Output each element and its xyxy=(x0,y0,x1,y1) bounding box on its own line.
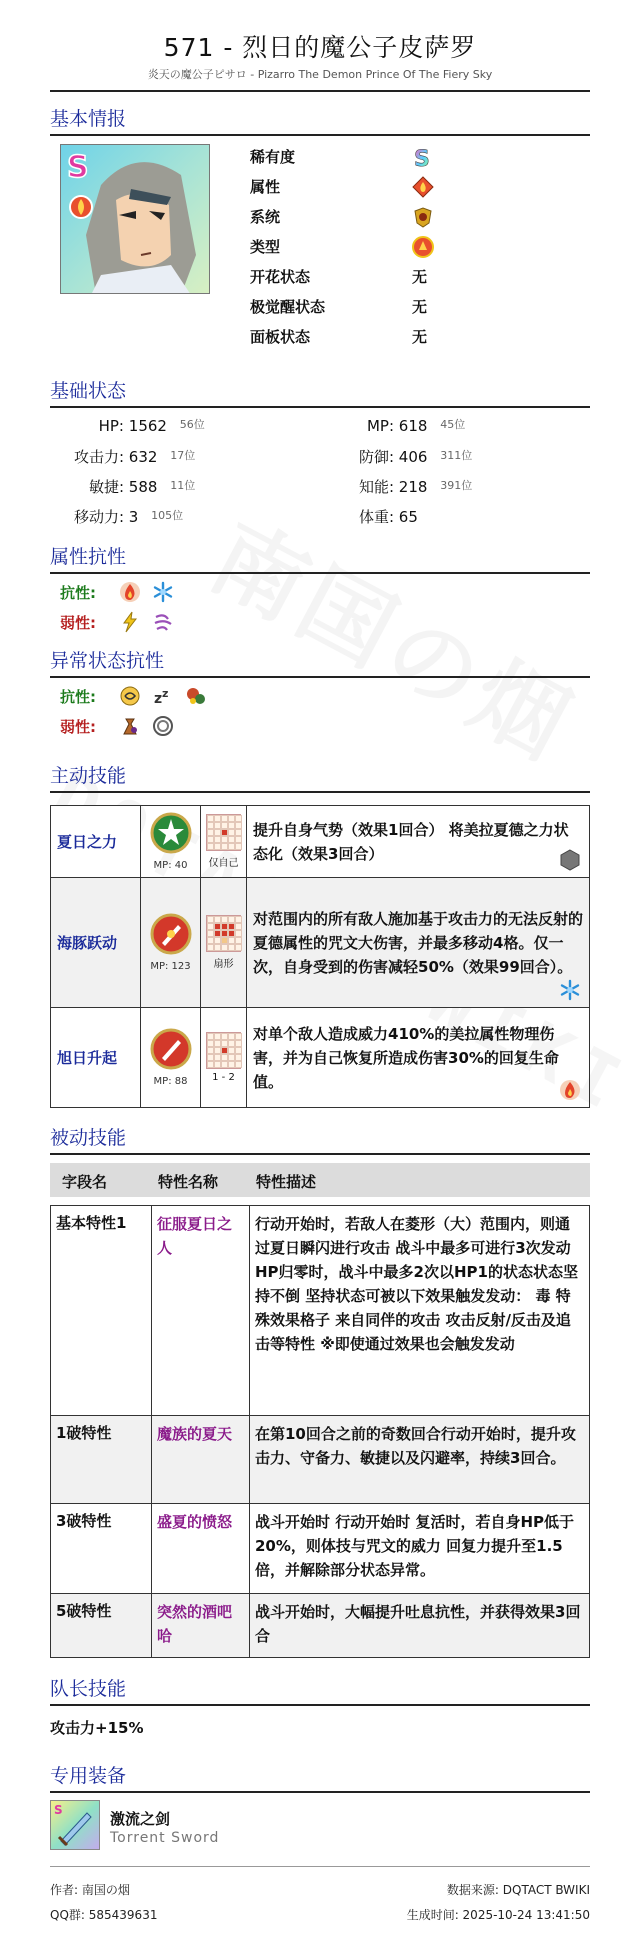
passive-skill-level: 3破特性 xyxy=(51,1504,152,1594)
active-skill-range: 扇形 xyxy=(213,959,234,970)
basic-info-label: 稀有度 xyxy=(250,148,296,166)
passive-skill-row xyxy=(51,1594,590,1658)
equipment-name: 激流之剑 xyxy=(110,1810,171,1828)
svg-text:S: S xyxy=(67,150,89,185)
range-grid xyxy=(206,915,241,952)
equipment-section xyxy=(50,1761,590,1793)
footer-data-source: 数据来源: DQTACT BWIKI xyxy=(446,1883,590,1897)
active-skill-mp: MP: 40 xyxy=(153,860,188,871)
basic-info-section xyxy=(50,104,590,136)
active-skill-desc-cell xyxy=(247,806,590,878)
fire-icon xyxy=(118,580,142,604)
basic-info-value: 无 xyxy=(412,328,428,346)
family-crest-icon xyxy=(411,205,435,229)
passive-skill-level: 1破特性 xyxy=(51,1416,152,1504)
ice-icon xyxy=(559,979,581,1001)
range-grid xyxy=(206,1032,241,1069)
basic-info-row xyxy=(250,322,590,352)
svg-text:S: S xyxy=(54,1803,63,1817)
skill-icon-cell xyxy=(141,1008,201,1108)
active-skill-mp: MP: 123 xyxy=(150,961,191,972)
fire-element-icon xyxy=(411,175,435,199)
passive-skill-row xyxy=(51,1416,590,1504)
footer-divider xyxy=(50,1866,590,1867)
status-resist-section xyxy=(50,646,590,678)
active-skill-row xyxy=(51,806,590,878)
status-weak-row: 弱性: xyxy=(60,712,184,740)
stat-intellect: 知能: 218 $^{391位}$ xyxy=(358,478,473,496)
basic-info-row xyxy=(250,172,590,202)
section-title-elem-resist: 属性抗性 xyxy=(50,542,590,574)
stat-defense-value: 406 xyxy=(398,448,428,466)
stat-hp-rank: 56位 xyxy=(179,418,205,431)
passive-skill-level: 5破特性 xyxy=(51,1594,152,1658)
elem-weak-row: 弱性: xyxy=(60,608,184,636)
skill-icon-cell xyxy=(141,878,201,1008)
active-skill-name: 夏日之力 xyxy=(51,806,141,878)
elem-resist-section xyxy=(50,542,590,574)
active-skill-table xyxy=(50,805,590,1108)
basic-info-row xyxy=(250,262,590,292)
ice-icon xyxy=(151,580,175,604)
stat-hp-value: 1562 xyxy=(128,417,167,435)
stat-intellect-rank: 391位 xyxy=(440,479,473,492)
stat-mp: MP: 618 $^{45位}$ xyxy=(366,417,466,435)
active-skill-range: 仅自己 xyxy=(208,858,239,869)
neutral-icon xyxy=(559,849,581,871)
passive-skills-section xyxy=(50,1123,590,1155)
basic-info-value: 无 xyxy=(412,298,428,316)
passive-skill-name: 魔族的夏天 xyxy=(152,1416,250,1504)
basic-info-label: 开花状态 xyxy=(250,268,311,286)
sword-burst-skill-icon xyxy=(150,913,192,955)
active-skill-mp: MP: 88 xyxy=(153,1076,188,1087)
passive-skill-desc: 战斗开始时 行动开始时 复活时，若自身HP低于20%，则体技与咒文的威力 回复力提升至1.5倍，并解除部分状态异常。 xyxy=(250,1504,590,1594)
basic-info-label: 系统 xyxy=(250,208,281,226)
stat-mp-value: 618 xyxy=(398,417,428,435)
section-title-leader-skill: 队长技能 xyxy=(50,1674,590,1706)
status-resist-row: 抗性: z z xyxy=(60,682,217,710)
stat-intellect-value: 218 xyxy=(398,478,428,496)
stat-movement-rank: 105位 xyxy=(151,509,184,522)
active-skill-desc-cell xyxy=(247,878,590,1008)
fire-icon xyxy=(559,1079,581,1101)
basic-info-label: 面板状态 xyxy=(250,328,311,346)
stat-mp-rank: 45位 xyxy=(440,418,466,431)
skill-range-cell xyxy=(201,1008,247,1108)
basic-info-row xyxy=(250,142,590,172)
basic-info-label: 属性 xyxy=(250,178,281,196)
passive-skill-name: 突然的酒吧哈 xyxy=(152,1594,250,1658)
stat-defense-rank: 311位 xyxy=(440,449,473,462)
stat-weight: 体重: 65 xyxy=(358,508,418,526)
basic-info-label: 极觉醒状态 xyxy=(250,298,326,316)
lightning-icon xyxy=(118,610,142,634)
active-skill-desc: 提升自身气势（效果1回合） 将美拉夏德之力状态化（效果3回合） xyxy=(253,820,569,863)
stat-attack: 攻击力: 632 $^{17位}$ xyxy=(73,448,196,466)
skill-range-cell xyxy=(201,806,247,878)
basic-info-row xyxy=(250,292,590,322)
active-skill-row xyxy=(51,1008,590,1108)
section-title-base-stats: 基础状态 xyxy=(50,376,590,408)
basic-info-label: 类型 xyxy=(250,238,281,256)
stat-attack-value: 632 xyxy=(128,448,158,466)
sword-icon xyxy=(50,1800,100,1850)
passive-skill-name: 征服夏日之人 xyxy=(152,1206,250,1416)
svg-text:S: S xyxy=(414,147,430,168)
stat-weight-value: 65 xyxy=(398,508,418,526)
svg-text:z: z xyxy=(154,691,163,707)
svg-text:z: z xyxy=(162,687,169,700)
active-skill-desc: 对单个敌人造成威力410%的美拉属性物理伤害，并为自己恢复所造成伤害30%的回复生命值。 xyxy=(253,1024,559,1091)
section-title-basic-info: 基本情报 xyxy=(50,104,590,136)
active-skill-range: 1 - 2 xyxy=(212,1072,235,1083)
active-skill-name: 旭日升起 xyxy=(51,1008,141,1108)
section-title-active-skills: 主动技能 xyxy=(50,761,590,793)
star-burst-skill-icon xyxy=(150,812,192,854)
seal-icon xyxy=(151,714,175,738)
stat-hp: HP: 1562 $^{56位}$ xyxy=(98,417,205,435)
leader-skill-section xyxy=(50,1674,590,1706)
stat-attack-rank: 17位 xyxy=(170,449,196,462)
skill-icon-cell xyxy=(141,806,201,878)
passive-col-desc: 特性描述 xyxy=(256,1173,317,1191)
section-title-equipment: 专用装备 xyxy=(50,1761,590,1793)
sleep-icon xyxy=(151,684,175,708)
equipment-name-en: Torrent Sword xyxy=(110,1830,220,1846)
passive-skill-row xyxy=(51,1206,590,1416)
elem-resist-row: 抗性: xyxy=(60,578,184,606)
passive-col-field: 字段名 xyxy=(62,1173,108,1191)
passive-skill-table xyxy=(50,1205,590,1658)
passive-skill-row xyxy=(51,1504,590,1594)
page-title: 571 - 烈日的魔公子皮萨罗 xyxy=(163,33,477,62)
rarity-s-icon xyxy=(411,145,435,169)
footer-qq-group: QQ群: 585439631 xyxy=(50,1908,158,1922)
active-skill-desc: 对范围内的所有敌人施加基于攻击力的无法反射的夏德属性的咒文大伤害，并最多移动4格。仅一次，自身受到的伤害减轻50%（效果99回合）。 xyxy=(253,909,584,976)
passive-skill-name: 盛夏的愤怒 xyxy=(152,1504,250,1594)
stat-agility: 敏捷: 588 $^{11位}$ xyxy=(88,478,196,496)
passive-skill-desc: 战斗开始时，大幅提升吐息抗性，并获得效果3回合 xyxy=(250,1594,590,1658)
skill-range-cell xyxy=(201,878,247,1008)
footer-author: 作者: 南国の烟 xyxy=(50,1883,130,1897)
title-divider xyxy=(50,90,590,92)
active-skill-row xyxy=(51,878,590,1008)
wind-icon xyxy=(151,610,175,634)
stat-defense: 防御: 406 $^{311位}$ xyxy=(358,448,473,466)
leader-skill-text: 攻击力+15% xyxy=(50,1719,144,1737)
section-title-passive-skills: 被动技能 xyxy=(50,1123,590,1155)
passive-skill-desc: 行动开始时，若敌人在菱形（大）范围内，则通过夏日瞬闪进行攻击 战斗中最多可进行3次发动 HP归零时，战斗中最多2次以HP1的状态状态坚持不倒 坚持状态可被以下效果触发发动： 毒 特殊效果格子 来自同伴的攻击 攻击反射/反击及追击等特性 ※即使通过效果也会触发发动 xyxy=(250,1206,590,1416)
character-portrait xyxy=(60,144,210,294)
stat-agility-value: 588 xyxy=(128,478,158,496)
stat-agility-rank: 11位 xyxy=(170,479,196,492)
passive-table-header xyxy=(50,1163,590,1197)
basic-info-row xyxy=(250,232,590,262)
base-stats-section xyxy=(50,376,590,408)
active-skill-name: 海豚跃动 xyxy=(51,878,141,1008)
confusion-icon xyxy=(118,684,142,708)
passive-skill-level: 基本特性1 xyxy=(51,1206,152,1416)
type-attack-icon xyxy=(411,235,435,259)
range-grid xyxy=(206,814,241,851)
stat-movement-value: 3 xyxy=(128,508,139,526)
poison-icon xyxy=(118,714,142,738)
sword-slash-skill-icon xyxy=(150,1028,192,1070)
stat-movement: 移动力: 3 $^{105位}$ xyxy=(73,508,184,526)
paralysis-icon xyxy=(184,684,208,708)
active-skill-desc-cell xyxy=(247,1008,590,1108)
page-subtitle: 炎天の魔公子ピサロ - Pizarro The Demon Prince Of The Fiery Sky xyxy=(147,68,493,81)
active-skills-section xyxy=(50,761,590,793)
section-title-status-resist: 异常状态抗性 xyxy=(50,646,590,678)
basic-info-row xyxy=(250,202,590,232)
basic-info-value: 无 xyxy=(412,268,428,286)
footer-generated-time: 生成时间: 2025-10-24 13:41:50 xyxy=(406,1908,590,1922)
passive-col-name: 特性名称 xyxy=(158,1173,219,1191)
passive-skill-desc: 在第10回合之前的奇数回合行动开始时，提升攻击力、守备力、敏捷以及闪避率，持续3回合。 xyxy=(250,1416,590,1504)
